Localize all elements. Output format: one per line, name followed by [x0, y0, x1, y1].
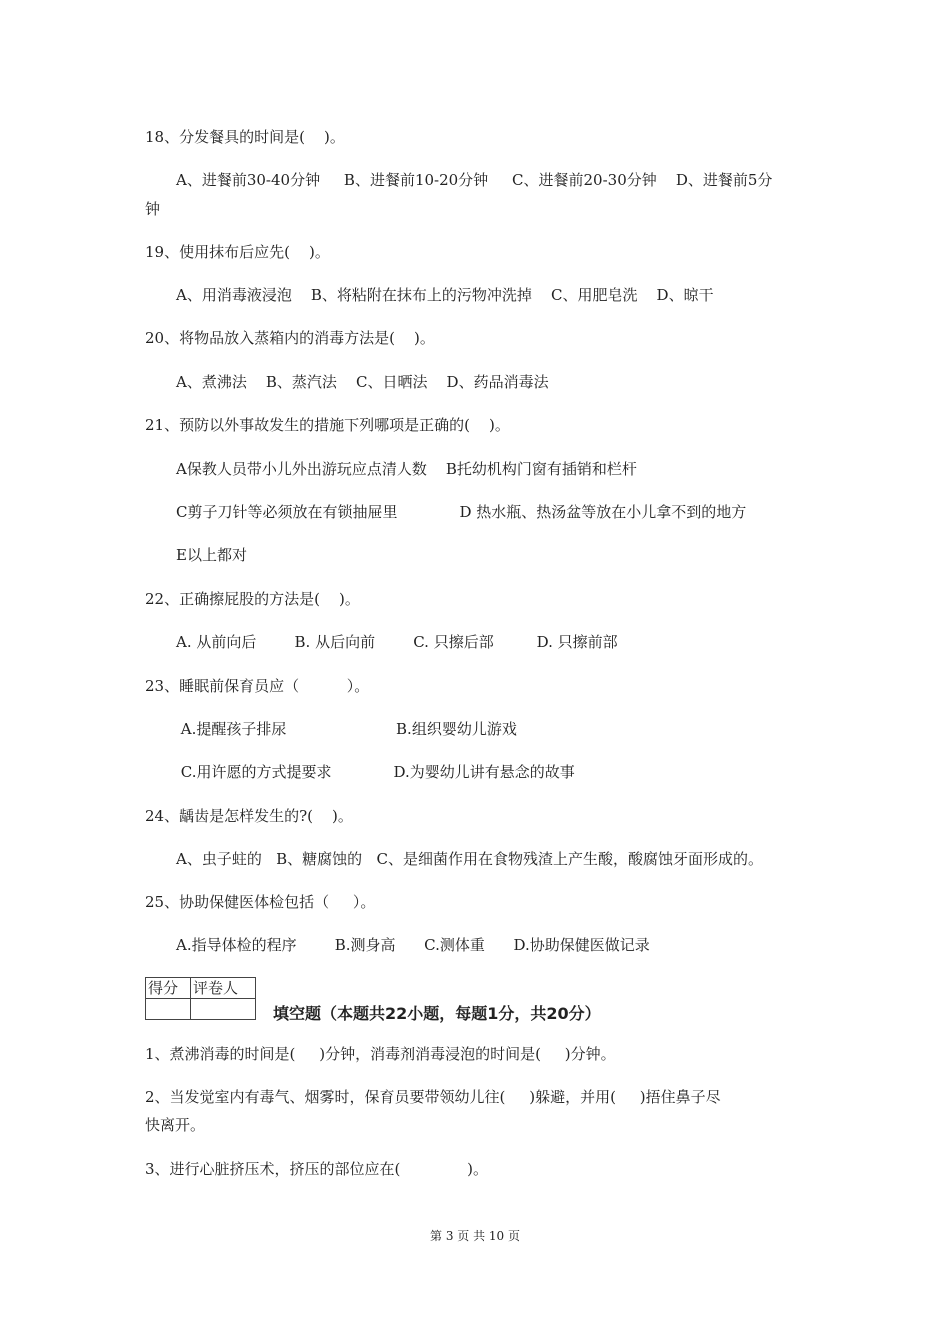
score-label: 得分	[146, 978, 191, 999]
question-19-options: A、用消毒液浸泡 B、将粘附在抹布上的污物冲洗掉 C、用肥皂洗 D、晾干	[176, 286, 714, 304]
fill-question-2: 2、当发觉室内有毒气、烟雾时，保育员要带领幼儿往( )躲避，并用( )捂住鼻子尽	[145, 1088, 721, 1106]
question-25-stem: 25、协助保健医体检包括（ ）。	[145, 893, 376, 911]
question-18-options: A、进餐前30-40分钟 B、进餐前10-20分钟 C、进餐前20-30分钟 D、进餐前5分	[176, 171, 773, 189]
question-23-option-cd: C.用许愿的方式提要求 D.为婴幼儿讲有悬念的故事	[176, 763, 575, 781]
score-table	[145, 977, 256, 1020]
question-23-option-ab: A.提醒孩子排尿 B.组织婴幼儿游戏	[176, 720, 517, 738]
page-footer: 第 3 页 共 10 页	[430, 1229, 520, 1243]
question-18-stem: 18、分发餐具的时间是( )。	[145, 128, 345, 146]
fill-question-2-wrap: 快离开。	[145, 1116, 206, 1134]
question-22-options: A. 从前向后 B. 从后向前 C. 只擦后部 D. 只擦前部	[176, 633, 618, 651]
question-20-options: A、煮沸法 B、蒸汽法 C、日晒法 D、药品消毒法	[176, 373, 549, 391]
question-23-stem: 23、睡眠前保育员应（ ）。	[145, 677, 370, 695]
score-cell	[146, 999, 191, 1020]
reviewer-label: 评卷人	[191, 978, 256, 999]
question-25-options: A.指导体检的程序 B.测身高 C.测体重 D.协助保健医做记录	[176, 936, 650, 954]
question-22-stem: 22、正确擦屁股的方法是( )。	[145, 590, 360, 608]
question-24-stem: 24、龋齿是怎样发生的?( )。	[145, 807, 353, 825]
question-18-options-wrap: 钟	[145, 200, 161, 218]
section-title: 填空题（本题共22小题，每题1分，共20分）	[273, 1004, 601, 1023]
fill-question-3: 3、进行心脏挤压术，挤压的部位应在( )。	[145, 1160, 489, 1178]
question-21-option-cd: C剪子刀针等必须放在有锁抽屉里 D 热水瓶、热汤盆等放在小儿拿不到的地方	[176, 503, 747, 521]
question-20-stem: 20、将物品放入蒸箱内的消毒方法是( )。	[145, 329, 435, 347]
question-21-stem: 21、预防以外事故发生的措施下列哪项是正确的( )。	[145, 416, 510, 434]
question-19-stem: 19、使用抹布后应先( )。	[145, 243, 330, 261]
question-21-option-ab: A保教人员带小儿外出游玩应点清人数 B托幼机构门窗有插销和栏杆	[176, 460, 637, 478]
question-24-options: A、虫子蛀的 B、糖腐蚀的 C、是细菌作用在食物残渣上产生酸，酸腐蚀牙面形成的。	[176, 850, 763, 868]
reviewer-cell	[191, 999, 256, 1020]
question-21-option-e: E以上都对	[176, 546, 247, 564]
fill-question-1: 1、煮沸消毒的时间是( )分钟，消毒剂消毒浸泡的时间是( )分钟。	[145, 1045, 616, 1063]
